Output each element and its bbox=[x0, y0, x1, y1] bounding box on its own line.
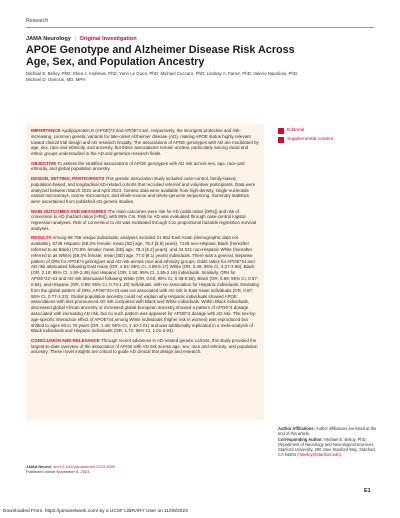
abstract-outcomes bbox=[31, 209, 259, 232]
section-label: Research bbox=[26, 18, 49, 24]
side-links bbox=[278, 126, 333, 144]
journal-separator: | bbox=[74, 36, 76, 42]
abstract-heading: IMPORTANCE bbox=[31, 128, 61, 133]
journal-name: JAMA Neurology bbox=[26, 36, 71, 42]
abstract-importance bbox=[31, 128, 259, 157]
citation-block bbox=[26, 464, 246, 474]
supplemental-icon bbox=[278, 137, 284, 143]
abstract-heading: CONCLUSION AND RELEVANCE bbox=[31, 337, 100, 343]
abstract-box bbox=[26, 124, 264, 420]
abstract-text: Apolipoprotein E (APOE)*2 and APOE*4 are, respectively, the strongest protective and risk-increasing, common genetic variants for late-onset Alzheimer disease (AD), making APOE status highly relevant toward clinical trial design and AD research broadly. The associations of APOE genotypes with AD are modulated by age, sex, race and ethnicity, and ancestry, but these associations remain unclear, particularly among racial and ethnic groups understudied in the AD and genetics research fields. bbox=[31, 128, 259, 157]
page-number: E1 bbox=[364, 488, 371, 494]
author-affiliations bbox=[278, 426, 378, 458]
abstract-heading: RESULTS bbox=[31, 235, 52, 241]
doi-link[interactable]: doi:10.1001/jamaneurol.2023.3599 bbox=[53, 464, 116, 469]
abstract-text: To assess the stratified associations of APOE genotypes with AD risk across sex, age, race and ethnicity, and global population ancestry. bbox=[31, 160, 245, 172]
abstract-heading: OBJECTIVE bbox=[31, 160, 57, 166]
download-footer: Downloaded From: https://jamanetwork.com/ by a UCSF LIBRARY User on 11/08/2023 bbox=[3, 509, 188, 514]
article-title: APOE Genotype and Alzheimer Disease Risk Across Age, Sex, and Population Ancestry bbox=[26, 44, 295, 69]
abstract-text: Among 68 756 unique individuals, analyses included 21 852 East Asian (demographic data not available), 5738 Hispanic (68.2% female; mean [SD] age, 75.4 [8.8] years), 7145 non-Hispanic Black (hereafter referred to as Black) (70.8% female; mean [SD] age, 78.4 [8.2] years), and 34 021 non-Hispanic White (hereafter referred to as White) (59.3% female; mean [SD] age, 77.0 [9.1] years) individuals. There was a general, stepwise pattern of ORs for APOE*4 genotypes and AD risk across race and ethnicity groups. Odds ratios for APOE*34 and AD risk attenuated following East Asian (OR, 4.54; 95% CI, 3.99-5.17) White (OR, 3.46; 95% CI, 3.27-3.65), Black (OR, 2.18; 95% CI, 1.90-2.49) and Hispanic (OR, 1.90; 95% CI, 1.65-2.18) individuals. Similarly, ORs for APOE*22+23 and AD risk attenuated following White (OR, 0.53; 95% CI, 0.48-0.58), Black (OR, 0.69; 95% CI, 0.57-0.84), and Hispanic (OR, 0.89; 95% CI, 0.72-1.10) individuals, with no association for Hispanic individuals. Deviating from the global pattern of ORs, APOE*22+23 was not associated with AD risk in East Asian individuals (OR, 0.97; 95% CI, 0.77-1.23). Global population ancestry could not explain why Hispanic individuals showed APOE associations with less pronounced AD risk compared with Black and White individuals. Within Black individuals, decreased global African ancestry or increased global European ancestry showed a pattern of APOE*4 dosage associated with increasing AD risk, but no such pattern was apparent for APOE*2 dosage with AD risk. The sex-by-age-specific interaction effect of APOE*34 among White individuals (higher risk in women) was reproduced but shifted to ages 60 to 70 years (OR, 1.48; 95% CI, 1.10-2.01) and was additionally replicated in a meta-analysis of Black individuals and Hispanic individuals (OR, 1.72; 95% CI, 1.01-2.94). bbox=[31, 235, 259, 334]
citation-label: JAMA Neurol. bbox=[26, 464, 53, 469]
editorial-link[interactable] bbox=[278, 126, 333, 135]
journal-line bbox=[26, 36, 137, 42]
supplemental-link[interactable] bbox=[278, 135, 333, 144]
abstract-heading: MAIN OUTCOMES AND MEASURES bbox=[31, 208, 107, 214]
abstract-conclusion bbox=[31, 338, 259, 355]
abstract-results bbox=[31, 235, 259, 334]
abstract-objective bbox=[31, 161, 259, 173]
affiliations-label: Author Affiliations: bbox=[278, 426, 315, 431]
abstract-text: Through recent advances in AD-related genetic cohorts, this study provided the largest-to-date overview of the association of APOE with AD risk across age, sex, race and ethnicity, and population ancestry. These novel insights are critical to guide AD clinical trial design and research. bbox=[31, 337, 258, 355]
editorial-label: Editorial bbox=[287, 128, 305, 133]
header-rule bbox=[26, 27, 374, 28]
author-list: Michael E. Belloy, PhD; Shea J. Andrews, PhD; Yann Le Guen, PhD; Michael Cuccaro, PhD; Lindsay A. Farrer, PhD; Valerio Napolioni, PhD; Michael D. Greicius, MD, MPH bbox=[26, 71, 299, 83]
corresponding-text: Michael E. Belloy, PhD, Department of Neurology and Neurological Sciences, Stanford University, 290 Jane Stanford Way, Stanford, CA 94304 bbox=[278, 436, 376, 458]
affiliations-text: Author affiliations are listed at the end of this article. bbox=[278, 426, 377, 437]
supplemental-label: Supplemental content bbox=[287, 137, 334, 142]
email-link[interactable]: (mbelloy@stanford.edu). bbox=[297, 452, 343, 458]
abstract-text: The main outcomes were risk for AD (odds ratios [ORs]) and risk of conversion to AD (hazard ratios [HRs]), with 95% CIs. Risk for AD was evaluated through case-control logistic regression analyses. Risk of conversion to AD was evaluated through Cox proportional hazards regression survival analyses. bbox=[31, 208, 257, 231]
article-type: Original Investigation bbox=[79, 36, 137, 42]
abstract-text: This genetic association study included case-control, family-based, population-based, and longitudinal AD-related cohorts that recruited referred and volunteer participants. Data were analyzed between March 2022 and April 2023. Genetic data were available from high-density, single-nucleotide variant microarrays, exome microarrays, and whole-exome and whole-genome sequencing. Summary statistics were ascertained from published AD genetic studies. bbox=[31, 175, 256, 205]
abstract-design bbox=[31, 176, 259, 205]
editorial-icon bbox=[278, 128, 284, 134]
abstract-heading: DESIGN, SETTING, PARTICIPANTS bbox=[31, 175, 105, 181]
corresponding-label: Corresponding Author: bbox=[278, 436, 324, 442]
published-date: Published online November 6, 2023. bbox=[26, 469, 91, 474]
